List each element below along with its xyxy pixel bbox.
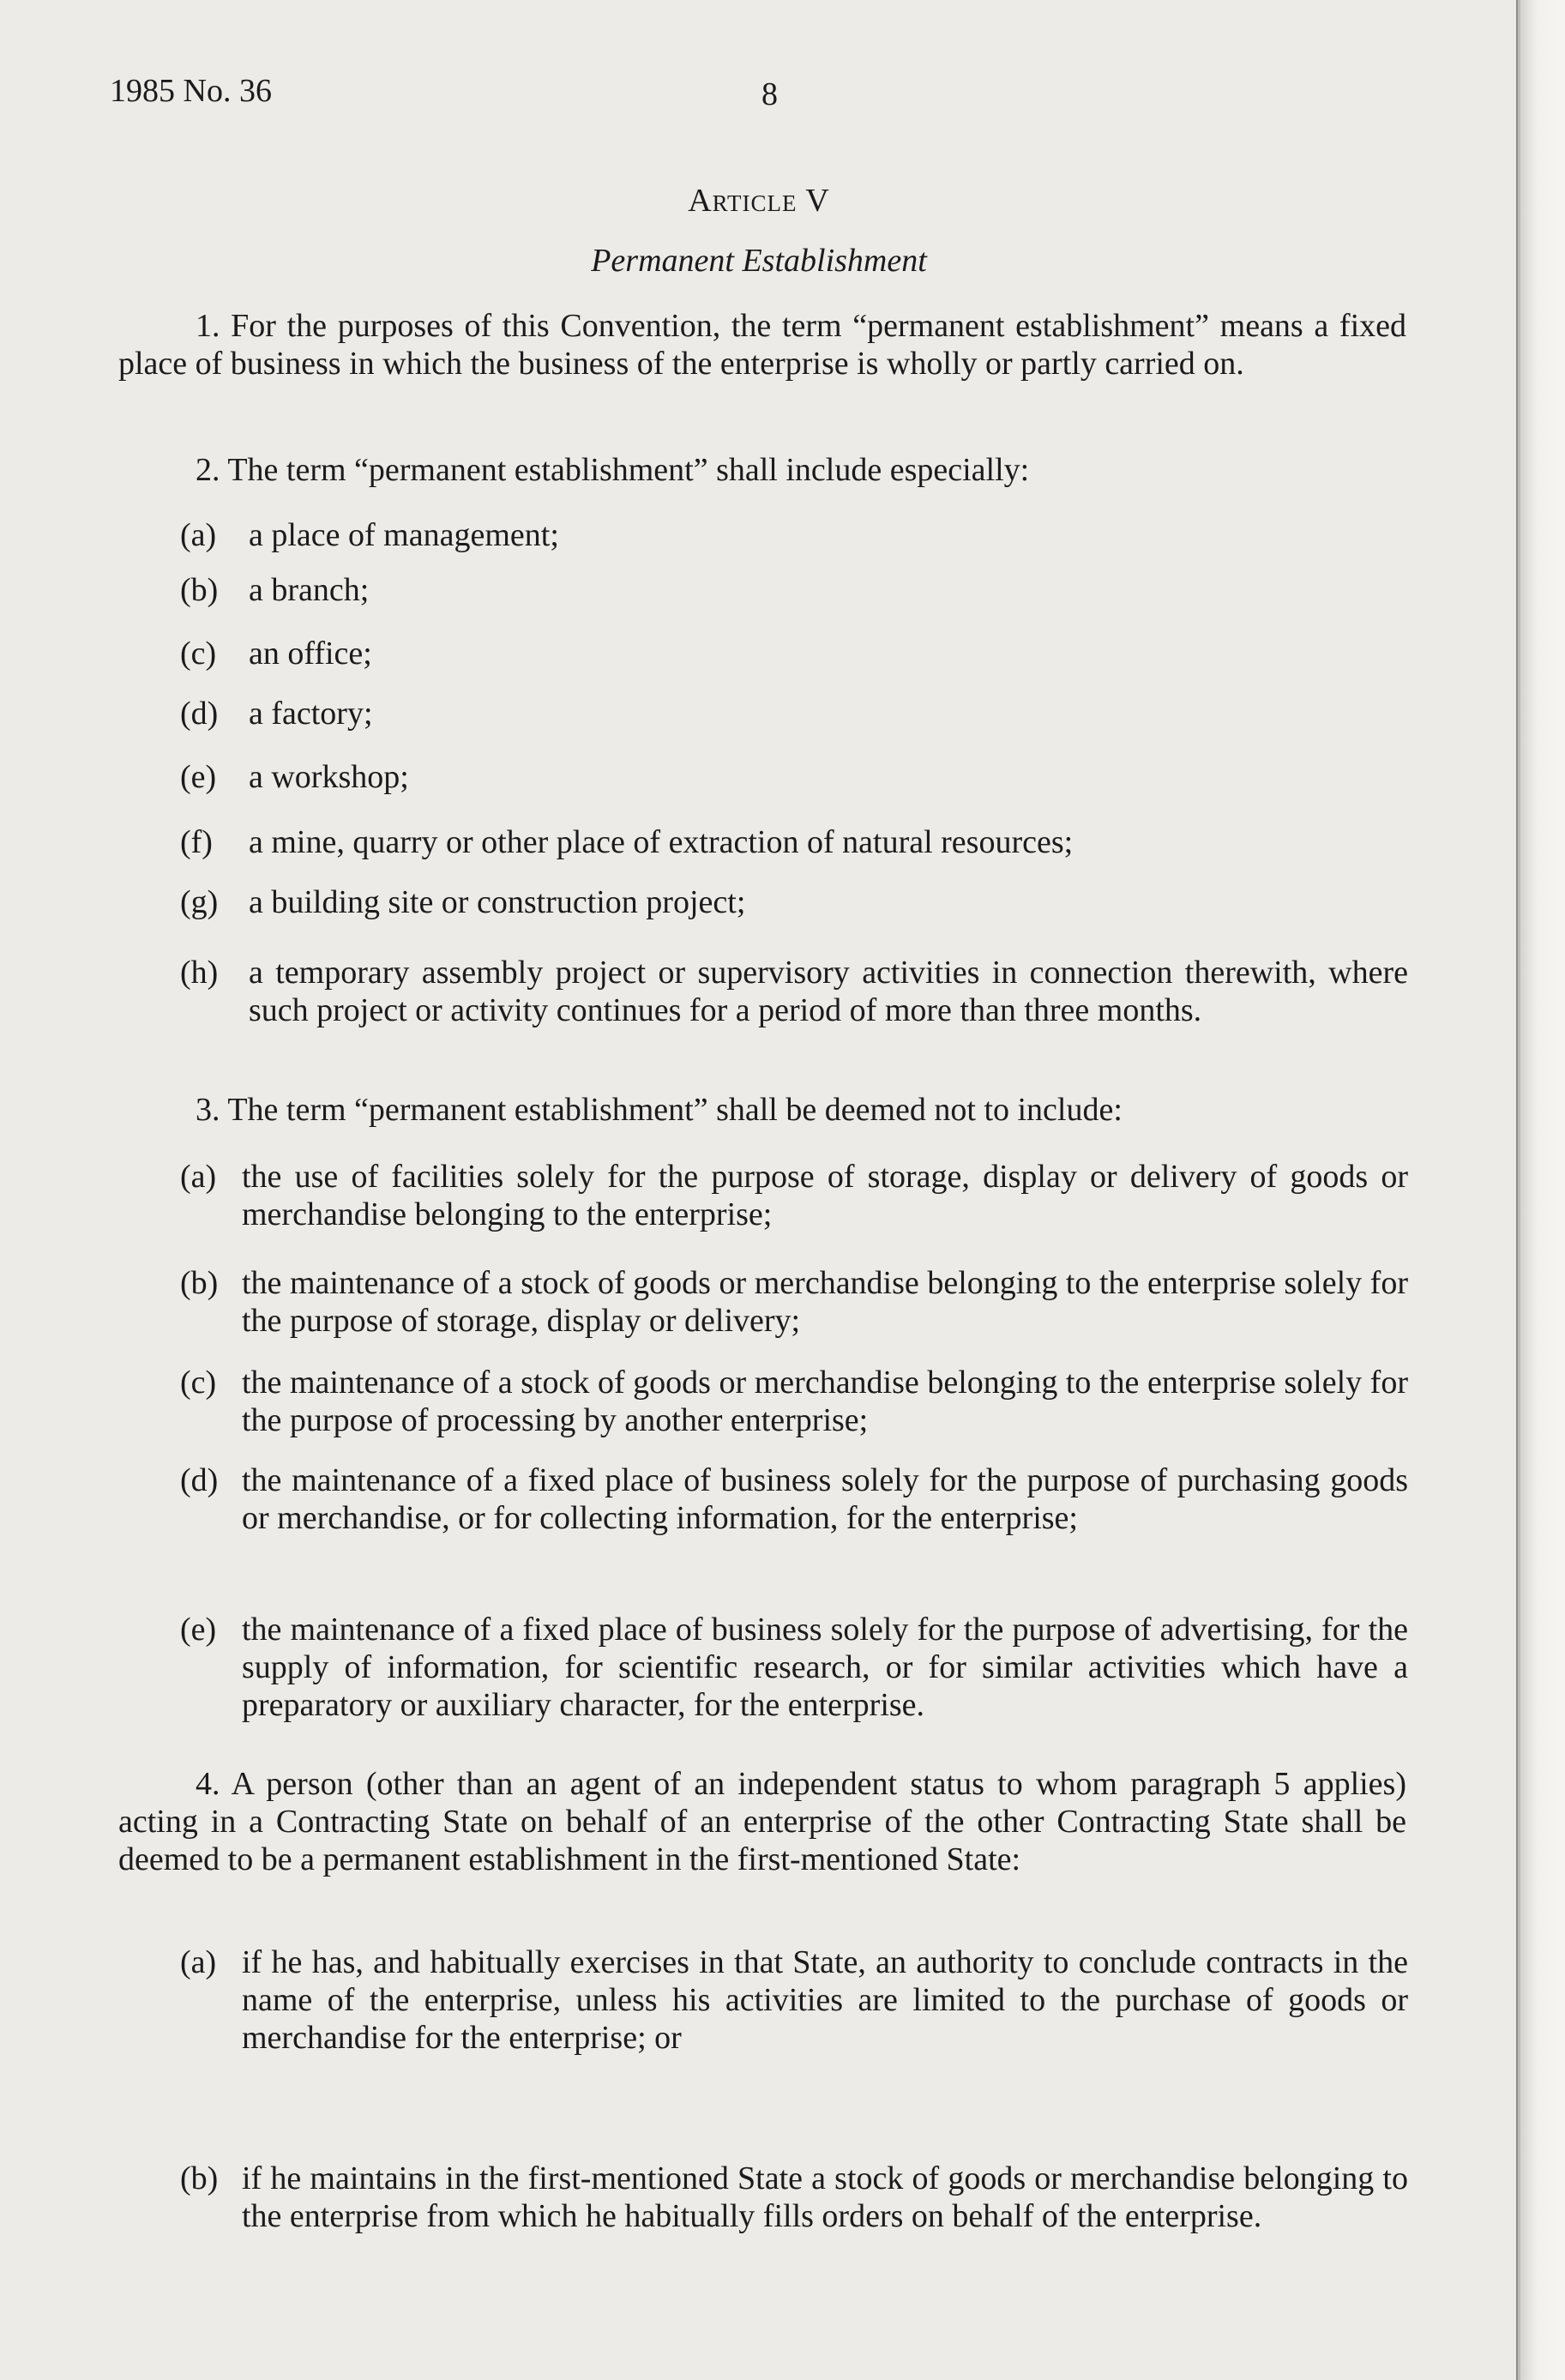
list-item (180, 1158, 1408, 1233)
list-item-text: if he maintains in the first-mentioned State a stock of goods or merchandise belonging to the enterprise from which he habitually fills orders on behalf of the enterprise. (242, 2160, 1408, 2234)
page-edge (1518, 0, 1565, 2380)
list-item (180, 516, 1408, 554)
list-item (180, 635, 1408, 672)
list-item-text: a branch; (249, 572, 370, 608)
list-item (180, 758, 1408, 796)
list-item-label: (c) (180, 1365, 217, 1401)
list-item-text: a workshop; (249, 759, 409, 795)
page-header-year-number: 1985 No. 36 (110, 73, 272, 109)
list-item-text: a place of management; (249, 517, 559, 553)
article-subtitle: Permanent Establishment (591, 243, 927, 279)
list-item (180, 823, 1408, 861)
list-item-label: (a) (180, 1944, 217, 1980)
list-item-text: the maintenance of a fixed place of business solely for the purpose of purchasing goods or merchandise, or for collecting information, for the enterprise; (242, 1462, 1408, 1536)
list-item (180, 1461, 1408, 1537)
list-item-label: (c) (180, 636, 217, 672)
list-item-label: (d) (180, 696, 219, 732)
page-number: 8 (761, 76, 778, 112)
list-item (180, 954, 1408, 1029)
list-item-text: the maintenance of a stock of goods or merchandise belonging to the enterprise solely for the purpose of processing by another enterprise; (242, 1365, 1408, 1438)
list-item (180, 1264, 1408, 1340)
list-item-label: (d) (180, 1462, 219, 1498)
list-item-label: (f) (180, 824, 213, 860)
list-item-text: the use of facilities solely for the purpose of storage, display or delivery of goods or merchandise belonging to the enterprise; (242, 1159, 1408, 1232)
list-item-text: a factory; (249, 696, 373, 732)
list-item (180, 883, 1408, 921)
list-item-label: (a) (180, 517, 217, 553)
list-item-text: a temporary assembly project or supervisory activities in connection therewith, where such project or activity continues for a period of more than three months. (249, 955, 1408, 1028)
list-item-text: the maintenance of a fixed place of business solely for the purpose of advertising, for the supply of information, for scientific research, or for similar activities which have a preparatory or auxiliary character, for the enterprise. (242, 1612, 1408, 1723)
list-item-text: a mine, quarry or other place of extraction of natural resources; (249, 824, 1074, 860)
article-title: Article V (688, 183, 830, 219)
list-item (180, 1611, 1408, 1724)
list-item-label: (h) (180, 955, 219, 991)
list-item-text: a building site or construction project; (249, 884, 746, 920)
paragraph-4: 4. A person (other than an agent of an independent status to whom paragraph 5 applies) acting in a Contracting State on behalf of an enterprise of the other Contracting State shall be deemed to be a permanent establishment in the first-mentioned State: (118, 1766, 1406, 1877)
list-item (180, 571, 1408, 609)
list-item (180, 695, 1408, 732)
paragraph-1: 1. For the purposes of this Convention, the term “permanent establishment” means a fixed place of business in which the business of the enterprise is wholly or partly carried on. (118, 308, 1406, 382)
list-item-label: (b) (180, 2160, 219, 2196)
list-item-text: if he has, and habitually exercises in that State, an authority to conclude contracts in the name of the enterprise, unless his activities are limited to the purchase of goods or merchandise for the enterprise; or (242, 1944, 1408, 2056)
list-item-label: (b) (180, 1265, 219, 1301)
list-item-label: (a) (180, 1159, 217, 1195)
list-item (180, 1364, 1408, 1439)
list-item-label: (b) (180, 572, 219, 608)
list-item (180, 2160, 1408, 2235)
list-item-text: an office; (249, 636, 372, 672)
list-item-label: (e) (180, 759, 217, 795)
list-item-label: (g) (180, 884, 219, 920)
paragraph-3: 3. The term “permanent establishment” shall be deemed not to include: (196, 1092, 1123, 1128)
list-item (180, 1943, 1408, 2057)
list-item-text: the maintenance of a stock of goods or merchandise belonging to the enterprise solely for the purpose of storage, display or delivery; (242, 1265, 1408, 1339)
paragraph-2: 2. The term “permanent establishment” shall include especially: (196, 452, 1030, 488)
list-item-label: (e) (180, 1612, 217, 1648)
